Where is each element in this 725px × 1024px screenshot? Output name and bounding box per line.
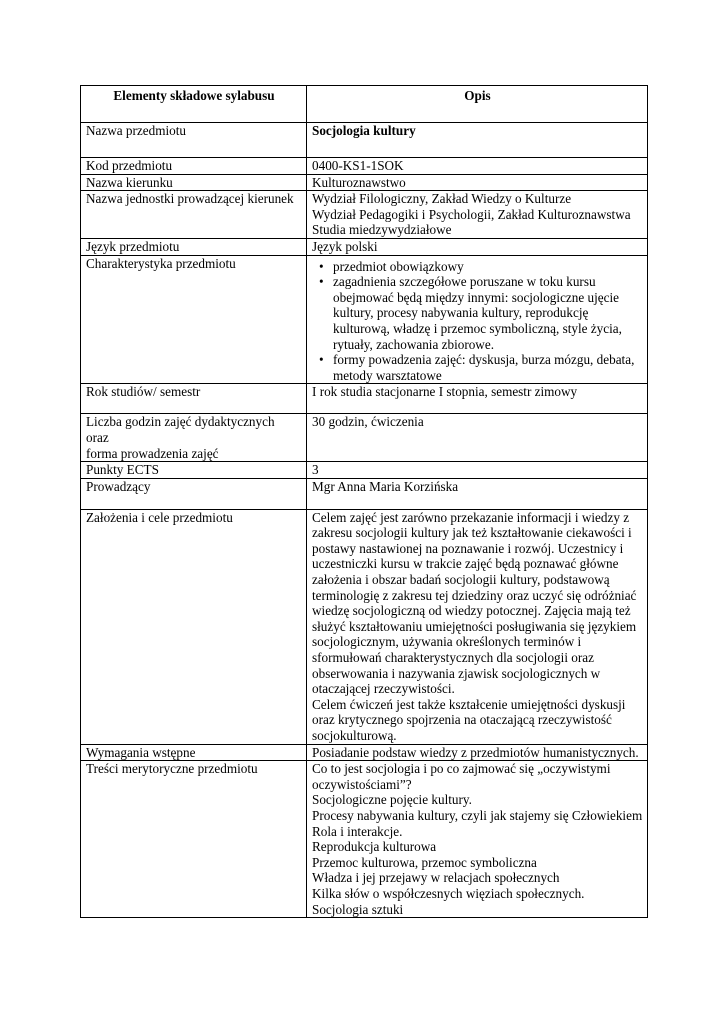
bullet-icon: • (319, 258, 324, 274)
row-content (81, 761, 648, 918)
row-hours (81, 414, 648, 462)
ects-value: 3 (307, 462, 648, 479)
table-header-row (81, 86, 648, 123)
content-line: Socjologiczne pojęcie kultury. (312, 792, 472, 808)
content-line: Socjologia sztuki (312, 901, 404, 917)
row-label: Nazwa kierunku (81, 174, 307, 191)
header-elements: Elementy składowe sylabusu (81, 86, 307, 123)
row-label: Treści merytoryczne przedmiotu (81, 761, 307, 918)
list-item-text: zagadnienia szczegółowe poruszane w toku kursu obejmować będą między innymi: socjologiczne ujęcie kultury, procesy nabywania kultury, reprodukcję kulturową, władzę i przemoc symboliczną, style życia, rytuały, zachowania zbiorowe. (333, 274, 622, 352)
row-label: Nazwa jednostki prowadzącej kierunek (81, 191, 307, 239)
row-label: Prowadzący (81, 478, 307, 509)
row-objectives (81, 509, 648, 744)
label-line: forma prowadzenia zajęć (86, 445, 219, 461)
header-description: Opis (307, 86, 648, 123)
field-of-study-value: Kulturoznawstwo (307, 174, 648, 191)
row-label: Język przedmiotu (81, 238, 307, 255)
row-field-of-study (81, 174, 648, 191)
content-line: Przemoc kulturowa, przemoc symboliczna (312, 854, 537, 870)
list-item-text: przedmiot obowiązkowy (333, 258, 464, 274)
row-label: Wymagania wstępne (81, 744, 307, 761)
list-item (319, 352, 643, 383)
content-line: Rola i interakcje. (312, 823, 403, 839)
row-course-name (81, 123, 648, 158)
label-line: Liczba godzin zajęć dydaktycznych (86, 414, 275, 430)
row-ects (81, 462, 648, 479)
characteristics-list (312, 259, 643, 384)
row-prerequisites (81, 744, 648, 761)
row-label: Nazwa przedmiotu (81, 123, 307, 158)
course-name-value: Socjologia kultury (307, 123, 648, 158)
list-item (319, 274, 643, 352)
unit-line: Studia miedzywydziałowe (312, 222, 452, 238)
characteristics-value (307, 255, 648, 384)
unit-value (307, 191, 648, 239)
year-semester-value: I rok studia stacjonarne I stopnia, semestr zimowy (307, 384, 648, 414)
row-label: Punkty ECTS (81, 462, 307, 479)
row-label: Założenia i cele przedmiotu (81, 509, 307, 744)
row-label: Rok studiów/ semestr (81, 384, 307, 414)
row-year-semester (81, 384, 648, 414)
unit-line: Wydział Pedagogiki i Psychologii, Zakład Kulturoznawstwa (312, 206, 631, 222)
row-characteristics (81, 255, 648, 384)
content-line: Reprodukcja kulturowa (312, 839, 437, 855)
course-code-value: 0400-KS1-1SOK (307, 158, 648, 175)
row-label: Charakterystyka przedmiotu (81, 255, 307, 384)
objectives-value (307, 509, 648, 744)
content-line: Kilka słów o współczesnych więziach społecznych. (312, 885, 585, 901)
language-value: Język polski (307, 238, 648, 255)
row-label: Kod przedmiotu (81, 158, 307, 175)
row-language (81, 238, 648, 255)
syllabus-table (80, 85, 648, 918)
bullet-icon: • (319, 352, 324, 368)
prerequisites-value: Posiadanie podstaw wiedzy z przedmiotów humanistycznych. (307, 744, 648, 761)
content-line: Co to jest socjologia i po co zajmować się „oczywistymi oczywistościami”? (312, 761, 611, 792)
row-unit (81, 191, 648, 239)
bullet-icon: • (319, 274, 324, 290)
unit-line: Wydział Filologiczny, Zakład Wiedzy o Kulturze (312, 191, 572, 207)
row-label (81, 414, 307, 462)
list-item-text: formy powadzenia zajęć: dyskusja, burza mózgu, debata, metody warsztatowe (333, 352, 635, 383)
hours-value: 30 godzin, ćwiczenia (307, 414, 648, 462)
row-instructor (81, 478, 648, 509)
content-line: Procesy nabywania kultury, czyli jak stajemy się Człowiekiem (312, 807, 643, 823)
content-value (307, 761, 648, 918)
objectives-paragraph: Celem zajęć jest zarówno przekazanie informacji i wiedzy z zakresu socjologii kultury jak też kształtowanie ciekawości i postawy nastawionej na poznawanie i rozwój. Uczestnicy i uczestniczki kursu w trakcie zajęć będą poznawać główne założenia i obszar badań socjologii kultury, podstawową terminologię z zakresu tej dziedziny oraz uczyć się odróżniać wiedzę socjologiczną od wiedzy potocznej. Zajęcia mają też służyć kształtowaniu umiejętności posługiwania się językiem socjologicznym, używania określonych terminów i sformułowań charakterystycznych dla socjologii oraz obserwowania i nazywania zjawisk socjologicznych w otaczającej rzeczywistości. (312, 509, 637, 697)
label-line: oraz (86, 429, 109, 445)
instructor-value: Mgr Anna Maria Korzińska (307, 478, 648, 509)
row-course-code (81, 158, 648, 175)
list-item (319, 258, 643, 275)
content-line: Władza i jej przejawy w relacjach społecznych (312, 870, 560, 886)
objectives-paragraph: Celem ćwiczeń jest także kształcenie umiejętności dyskusji oraz krytycznego spojrzenia na otaczającą rzeczywistość socjokulturową. (312, 696, 626, 743)
